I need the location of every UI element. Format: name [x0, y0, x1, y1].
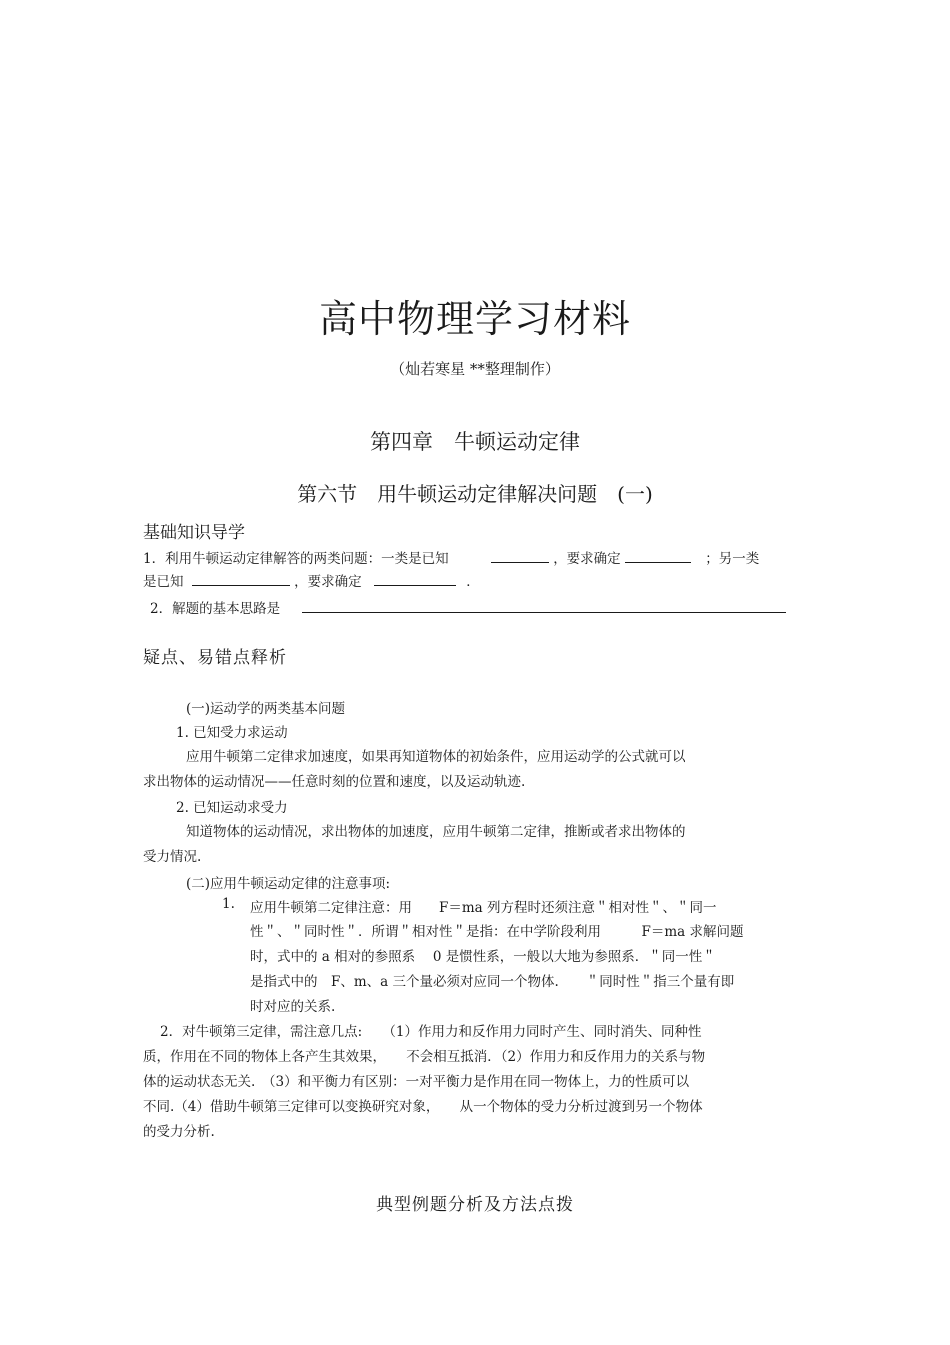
note-2-line-2: 质，作用在不同的物体上各产生其效果， 不会相互抵消．（2）作用力和反作用力的关系与物 [143, 1049, 706, 1065]
question-1-text-a: 1．利用牛顿运动定律解答的两类问题：一类是已知 [143, 551, 449, 567]
answer-blank[interactable] [374, 571, 456, 586]
item-1-line-1: 应用牛顿第二定律求加速度，如果再知道物体的初始条件，应用运动学的公式就可以 [186, 749, 686, 765]
note-1-line-3: 时，式中的 a 相对的参照系 0 是惯性系，一般以大地为参照系．＂同一性＂ [250, 949, 716, 965]
section-title: 第六节 用牛顿运动定律解决问题 (一) [297, 482, 653, 506]
item-1-line-2: 求出物体的运动情况——任意时刻的位置和速度，以及运动轨迹. [143, 774, 526, 790]
item-2-line-1: 知道物体的运动情况，求出物体的加速度，应用牛顿第二定律，推断或者求出物体的 [186, 824, 686, 840]
note-2-line-5: 的受力分析. [143, 1124, 215, 1140]
question-1-text-f: ． [466, 574, 480, 590]
item-1-title: 1. 已知受力求运动 [176, 725, 288, 741]
note-1-number: 1. [222, 896, 235, 912]
answer-blank[interactable] [192, 571, 290, 586]
question-2-line [150, 597, 786, 617]
question-1-text-e: ，要求确定 [294, 574, 362, 590]
part-1-title: (一)运动学的两类基本问题 [186, 701, 346, 717]
note-1-line-4: 是指式中的 F、m、a 三个量必须对应同一个物体. ＂同时性＂指三个量有即 [250, 974, 735, 990]
note-2-line-3: 体的运动状态无关. （3）和平衡力有区别：一对平衡力是作用在同一物体上，力的性质可以 [143, 1074, 690, 1090]
item-2-line-2: 受力情况. [143, 849, 202, 865]
question-1-line-1 [143, 547, 759, 567]
page-title: 高中物理学习材料 [318, 297, 631, 341]
answer-blank[interactable] [491, 548, 549, 563]
note-1-line-1: 应用牛顿第二定律注意：用 F＝ma 列方程时还须注意＂相对性＂、＂同一 [250, 900, 717, 916]
note-1-line-5: 时对应的关系. [250, 999, 336, 1015]
note-1-line-2: 性＂、＂同时性＂．所谓＂相对性＂是指：在中学阶段利用 F＝ma 求解问题 [250, 924, 744, 940]
part-2-title: (二)应用牛顿运动定律的注意事项: [186, 876, 391, 892]
answer-blank[interactable] [302, 598, 786, 613]
page-subtitle: （灿若寒星 **整理制作） [390, 360, 560, 378]
examples-heading: 典型例题分析及方法点拨 [376, 1195, 574, 1215]
answer-blank[interactable] [625, 548, 691, 563]
question-1-text-d: 是已知 [143, 574, 184, 590]
question-2-text: 2．解题的基本思路是 [150, 601, 281, 617]
basics-heading: 基础知识导学 [143, 523, 245, 543]
doubts-heading: 疑点、易错点释析 [143, 648, 287, 668]
question-1-text-c: ；另一类 [705, 551, 760, 567]
item-2-title: 2. 已知运动求受力 [176, 800, 288, 816]
note-2-line-1: 2．对牛顿第三定律，需注意几点: （1）作用力和反作用力同时产生、同时消失、同种性 [160, 1024, 702, 1040]
question-1-line-2 [143, 570, 480, 590]
question-1-text-b: ，要求确定 [553, 551, 621, 567]
note-2-line-4: 不同.（4）借助牛顿第三定律可以变换研究对象， 从一个物体的受力分析过渡到另一个物体 [143, 1099, 703, 1115]
chapter-title: 第四章 牛顿运动定律 [370, 430, 580, 454]
